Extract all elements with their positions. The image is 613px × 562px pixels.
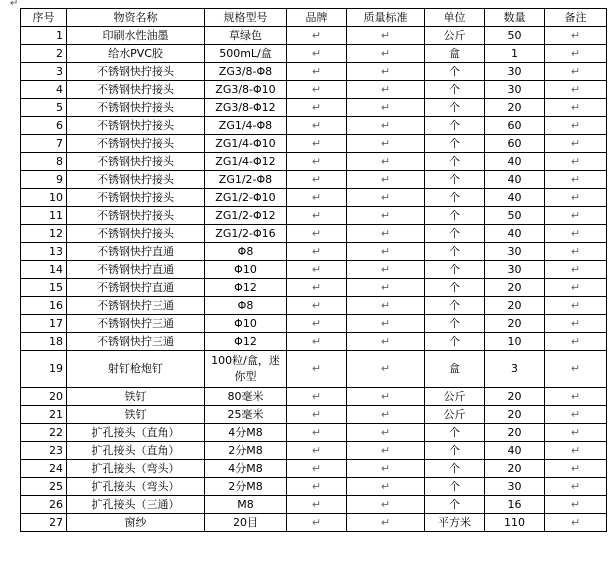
row-note: ↵: [545, 45, 607, 63]
row-name: 铁钉: [67, 406, 205, 424]
row-brand: ↵: [287, 99, 347, 117]
row-name: 扩孔接头（直角）: [67, 442, 205, 460]
row-qty: 50: [485, 27, 545, 45]
row-spec: Φ12: [205, 333, 287, 351]
row-name: 不锈钢快拧接头: [67, 81, 205, 99]
row-brand: ↵: [287, 261, 347, 279]
row-spec: 20目: [205, 514, 287, 532]
row-unit: 个: [425, 297, 485, 315]
row-seq: 18: [21, 333, 67, 351]
table-row: [21, 81, 607, 99]
row-qty: 60: [485, 117, 545, 135]
header-qty: 数量: [485, 9, 545, 27]
row-name: 扩孔接头（直角）: [67, 424, 205, 442]
row-standard: ↵: [347, 81, 425, 99]
row-qty: 30: [485, 478, 545, 496]
row-spec: ZG1/4-Φ8: [205, 117, 287, 135]
row-brand: ↵: [287, 496, 347, 514]
row-seq: 12: [21, 225, 67, 243]
row-spec: ZG1/2-Φ16: [205, 225, 287, 243]
row-standard: ↵: [347, 117, 425, 135]
row-unit: 个: [425, 243, 485, 261]
row-brand: ↵: [287, 81, 347, 99]
header-row: [21, 9, 607, 27]
row-qty: 20: [485, 424, 545, 442]
row-unit: 个: [425, 225, 485, 243]
row-name: 射钉枪炮钉: [67, 351, 205, 388]
row-brand: ↵: [287, 27, 347, 45]
row-seq: 13: [21, 243, 67, 261]
header-standard: 质量标准: [347, 9, 425, 27]
table-row: [21, 333, 607, 351]
row-spec: 25毫米: [205, 406, 287, 424]
row-seq: 25: [21, 478, 67, 496]
row-seq: 7: [21, 135, 67, 153]
table-row: [21, 189, 607, 207]
row-seq: 9: [21, 171, 67, 189]
row-seq: 4: [21, 81, 67, 99]
row-unit: 平方米: [425, 514, 485, 532]
row-unit: 个: [425, 279, 485, 297]
row-brand: ↵: [287, 424, 347, 442]
row-qty: 30: [485, 63, 545, 81]
row-seq: 20: [21, 388, 67, 406]
table-row: [21, 315, 607, 333]
row-unit: 公斤: [425, 27, 485, 45]
row-brand: ↵: [287, 63, 347, 81]
table-row: [21, 424, 607, 442]
row-unit: 个: [425, 135, 485, 153]
row-spec: ZG1/2-Φ8: [205, 171, 287, 189]
row-brand: ↵: [287, 351, 347, 388]
header-seq: 序号: [21, 9, 67, 27]
row-qty: 30: [485, 261, 545, 279]
row-spec: Φ12: [205, 279, 287, 297]
row-note: ↵: [545, 478, 607, 496]
table-row: [21, 388, 607, 406]
row-note: ↵: [545, 333, 607, 351]
row-spec: ZG3/8-Φ10: [205, 81, 287, 99]
row-seq: 14: [21, 261, 67, 279]
row-seq: 17: [21, 315, 67, 333]
row-seq: 24: [21, 460, 67, 478]
row-name: 不锈钢快拧接头: [67, 99, 205, 117]
row-qty: 30: [485, 81, 545, 99]
row-seq: 10: [21, 189, 67, 207]
row-seq: 3: [21, 63, 67, 81]
row-seq: 2: [21, 45, 67, 63]
row-note: ↵: [545, 514, 607, 532]
row-name: 不锈钢快拧接头: [67, 171, 205, 189]
row-note: ↵: [545, 243, 607, 261]
row-name: 不锈钢快拧接头: [67, 225, 205, 243]
row-qty: 10: [485, 333, 545, 351]
row-note: ↵: [545, 424, 607, 442]
table-row: [21, 496, 607, 514]
row-standard: ↵: [347, 351, 425, 388]
table-row: [21, 135, 607, 153]
table-row: [21, 442, 607, 460]
row-name: 铁钉: [67, 388, 205, 406]
table-row: [21, 279, 607, 297]
row-unit: 个: [425, 315, 485, 333]
row-name: 不锈钢快拧接头: [67, 63, 205, 81]
row-unit: 个: [425, 171, 485, 189]
row-name: 不锈钢快拧接头: [67, 117, 205, 135]
row-standard: ↵: [347, 297, 425, 315]
row-brand: ↵: [287, 315, 347, 333]
row-seq: 26: [21, 496, 67, 514]
row-standard: ↵: [347, 442, 425, 460]
row-seq: 23: [21, 442, 67, 460]
row-unit: 个: [425, 81, 485, 99]
table-row: [21, 207, 607, 225]
row-unit: 个: [425, 99, 485, 117]
row-standard: ↵: [347, 514, 425, 532]
row-standard: ↵: [347, 189, 425, 207]
row-qty: 1: [485, 45, 545, 63]
row-name: 扩孔接头（弯头）: [67, 460, 205, 478]
row-qty: 40: [485, 153, 545, 171]
row-spec: ZG1/2-Φ10: [205, 189, 287, 207]
row-standard: ↵: [347, 388, 425, 406]
row-brand: ↵: [287, 406, 347, 424]
row-qty: 20: [485, 297, 545, 315]
row-seq: 22: [21, 424, 67, 442]
row-seq: 1: [21, 27, 67, 45]
row-spec: 2分M8: [205, 478, 287, 496]
row-standard: ↵: [347, 45, 425, 63]
row-name: 印刷水性油墨: [67, 27, 205, 45]
row-note: ↵: [545, 261, 607, 279]
row-qty: 40: [485, 225, 545, 243]
row-unit: 个: [425, 153, 485, 171]
row-seq: 5: [21, 99, 67, 117]
row-spec: 80毫米: [205, 388, 287, 406]
table-row: [21, 351, 607, 388]
row-note: ↵: [545, 81, 607, 99]
row-spec: ZG3/8-Φ8: [205, 63, 287, 81]
row-standard: ↵: [347, 225, 425, 243]
header-unit: 单位: [425, 9, 485, 27]
row-standard: ↵: [347, 478, 425, 496]
row-note: ↵: [545, 135, 607, 153]
table-row: [21, 153, 607, 171]
table-row: [21, 297, 607, 315]
row-note: ↵: [545, 207, 607, 225]
row-unit: 个: [425, 117, 485, 135]
row-brand: ↵: [287, 117, 347, 135]
row-note: ↵: [545, 460, 607, 478]
row-note: ↵: [545, 406, 607, 424]
row-brand: ↵: [287, 243, 347, 261]
row-spec: ZG1/4-Φ12: [205, 153, 287, 171]
row-unit: 盒: [425, 45, 485, 63]
row-brand: ↵: [287, 297, 347, 315]
row-brand: ↵: [287, 207, 347, 225]
row-spec: Φ10: [205, 315, 287, 333]
row-name: 不锈钢快拧接头: [67, 207, 205, 225]
row-unit: 个: [425, 460, 485, 478]
row-seq: 16: [21, 297, 67, 315]
row-note: ↵: [545, 117, 607, 135]
row-unit: 个: [425, 261, 485, 279]
row-standard: ↵: [347, 261, 425, 279]
table-row: [21, 117, 607, 135]
row-seq: 6: [21, 117, 67, 135]
row-qty: 30: [485, 243, 545, 261]
row-standard: ↵: [347, 171, 425, 189]
table-row: [21, 225, 607, 243]
row-brand: ↵: [287, 135, 347, 153]
row-name: 不锈钢快拧三通: [67, 333, 205, 351]
row-brand: ↵: [287, 45, 347, 63]
header-spec: 规格型号: [205, 9, 287, 27]
row-seq: 11: [21, 207, 67, 225]
row-spec: Φ8: [205, 243, 287, 261]
row-brand: ↵: [287, 333, 347, 351]
row-spec: 草绿色: [205, 27, 287, 45]
row-spec: M8: [205, 496, 287, 514]
row-spec: ZG3/8-Φ12: [205, 99, 287, 117]
row-qty: 110: [485, 514, 545, 532]
row-standard: ↵: [347, 63, 425, 81]
table-row: [21, 45, 607, 63]
row-standard: ↵: [347, 460, 425, 478]
row-name: 扩孔接头（三通）: [67, 496, 205, 514]
row-seq: 27: [21, 514, 67, 532]
row-spec: Φ8: [205, 297, 287, 315]
row-name: 不锈钢快拧接头: [67, 153, 205, 171]
row-name: 不锈钢快拧三通: [67, 315, 205, 333]
row-unit: 个: [425, 189, 485, 207]
row-note: ↵: [545, 153, 607, 171]
row-brand: ↵: [287, 189, 347, 207]
row-brand: ↵: [287, 514, 347, 532]
row-note: ↵: [545, 388, 607, 406]
row-seq: 21: [21, 406, 67, 424]
table-row: [21, 63, 607, 81]
row-brand: ↵: [287, 225, 347, 243]
row-seq: 8: [21, 153, 67, 171]
row-spec: 500mL/盒: [205, 45, 287, 63]
row-qty: 20: [485, 99, 545, 117]
row-qty: 50: [485, 207, 545, 225]
row-spec: ZG1/2-Φ12: [205, 207, 287, 225]
row-qty: 40: [485, 442, 545, 460]
header-note: 备注: [545, 9, 607, 27]
row-qty: 3: [485, 351, 545, 388]
row-spec: 100粒/盒，迷你型: [205, 351, 287, 388]
row-name: 不锈钢快拧接头: [67, 189, 205, 207]
row-seq: 15: [21, 279, 67, 297]
header-brand: 品牌: [287, 9, 347, 27]
row-brand: ↵: [287, 388, 347, 406]
row-note: ↵: [545, 99, 607, 117]
row-unit: 个: [425, 442, 485, 460]
header-name: 物资名称: [67, 9, 205, 27]
row-unit: 个: [425, 63, 485, 81]
row-spec: 4分M8: [205, 460, 287, 478]
row-qty: 20: [485, 315, 545, 333]
table-row: [21, 514, 607, 532]
row-qty: 40: [485, 171, 545, 189]
table-row: [21, 478, 607, 496]
materials-table: [20, 8, 607, 532]
row-standard: ↵: [347, 315, 425, 333]
row-qty: 20: [485, 460, 545, 478]
row-standard: ↵: [347, 424, 425, 442]
table-row: [21, 460, 607, 478]
row-name: 不锈钢快拧三通: [67, 297, 205, 315]
row-standard: ↵: [347, 279, 425, 297]
row-name: 不锈钢快拧直通: [67, 261, 205, 279]
row-standard: ↵: [347, 207, 425, 225]
table-row: [21, 406, 607, 424]
row-brand: ↵: [287, 153, 347, 171]
row-note: ↵: [545, 225, 607, 243]
row-spec: 2分M8: [205, 442, 287, 460]
table-row: [21, 171, 607, 189]
row-standard: ↵: [347, 153, 425, 171]
table-row: [21, 27, 607, 45]
row-qty: 16: [485, 496, 545, 514]
row-unit: 个: [425, 424, 485, 442]
row-note: ↵: [545, 496, 607, 514]
row-brand: ↵: [287, 460, 347, 478]
row-seq: 19: [21, 351, 67, 388]
table-row: [21, 243, 607, 261]
row-brand: ↵: [287, 279, 347, 297]
row-name: 扩孔接头（弯头）: [67, 478, 205, 496]
row-note: ↵: [545, 351, 607, 388]
row-unit: 个: [425, 478, 485, 496]
row-name: 给水PVC胶: [67, 45, 205, 63]
table-row: [21, 261, 607, 279]
row-unit: 公斤: [425, 388, 485, 406]
row-spec: ZG1/4-Φ10: [205, 135, 287, 153]
row-standard: ↵: [347, 27, 425, 45]
row-name: 不锈钢快拧直通: [67, 279, 205, 297]
row-standard: ↵: [347, 406, 425, 424]
row-spec: 4分M8: [205, 424, 287, 442]
row-qty: 20: [485, 388, 545, 406]
row-qty: 60: [485, 135, 545, 153]
row-note: ↵: [545, 297, 607, 315]
row-name: 不锈钢快拧直通: [67, 243, 205, 261]
row-note: ↵: [545, 63, 607, 81]
row-spec: Φ10: [205, 261, 287, 279]
row-note: ↵: [545, 315, 607, 333]
row-unit: 公斤: [425, 406, 485, 424]
row-note: ↵: [545, 189, 607, 207]
row-standard: ↵: [347, 496, 425, 514]
row-unit: 个: [425, 207, 485, 225]
paragraph-mark: ↵: [10, 0, 19, 9]
row-note: ↵: [545, 171, 607, 189]
table-body: [21, 27, 607, 532]
row-qty: 20: [485, 279, 545, 297]
row-standard: ↵: [347, 243, 425, 261]
row-brand: ↵: [287, 171, 347, 189]
row-note: ↵: [545, 27, 607, 45]
row-name: 窗纱: [67, 514, 205, 532]
row-brand: ↵: [287, 442, 347, 460]
row-standard: ↵: [347, 333, 425, 351]
row-standard: ↵: [347, 99, 425, 117]
row-name: 不锈钢快拧接头: [67, 135, 205, 153]
table-row: [21, 99, 607, 117]
row-qty: 40: [485, 189, 545, 207]
row-unit: 盒: [425, 351, 485, 388]
row-unit: 个: [425, 333, 485, 351]
row-note: ↵: [545, 442, 607, 460]
row-brand: ↵: [287, 478, 347, 496]
row-note: ↵: [545, 279, 607, 297]
row-standard: ↵: [347, 135, 425, 153]
row-qty: 20: [485, 406, 545, 424]
row-unit: 个: [425, 496, 485, 514]
